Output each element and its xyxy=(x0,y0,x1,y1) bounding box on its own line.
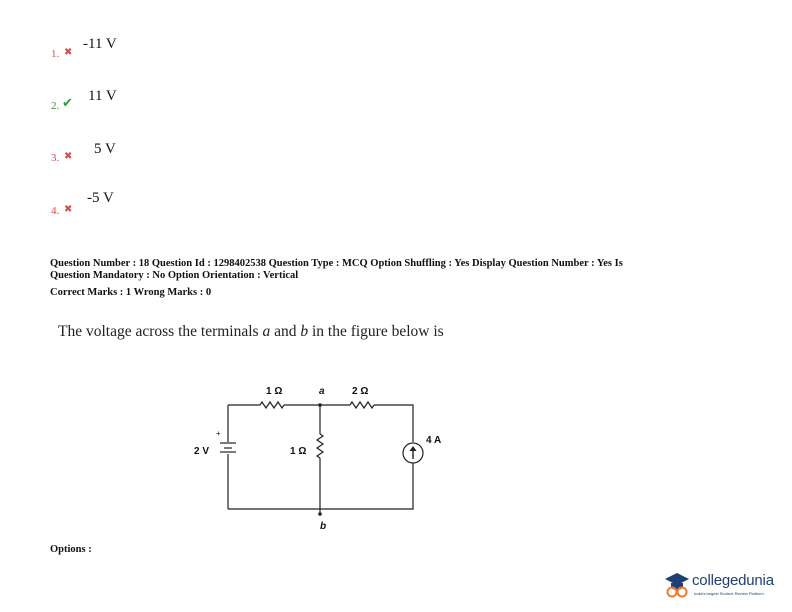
question-meta-line-2: Question Mandatory : No Option Orientation : Vertical xyxy=(50,270,299,281)
marks-line: Correct Marks : 1 Wrong Marks : 0 xyxy=(50,287,212,298)
logo-name: collegedunia xyxy=(692,572,774,589)
wrong-mark-icon: ✖ xyxy=(64,47,73,58)
node-a-dot xyxy=(318,403,322,407)
label-source-v: 2 V xyxy=(194,446,210,457)
resistor-top-right xyxy=(350,402,374,408)
question-meta-line-1: Question Number : 18 Question Id : 1298402538 Question Type : MCQ Option Shuffling : Yes Display Question Number : Yes Is xyxy=(50,258,623,269)
option-number: 4. xyxy=(51,205,60,217)
wrong-mark-icon: ✖ xyxy=(64,204,73,215)
resistor-middle xyxy=(317,434,323,458)
label-node-a: a xyxy=(319,386,325,397)
option-value: 11 V xyxy=(88,88,117,104)
question-text-and: and xyxy=(270,323,301,340)
option-value: -11 V xyxy=(83,36,117,52)
option-number: 2. xyxy=(51,100,60,112)
question-text xyxy=(58,323,444,341)
label-node-b: b xyxy=(320,521,327,532)
option-value: -5 V xyxy=(87,190,114,206)
collegedunia-logo xyxy=(662,570,788,604)
terminal-a-label: a xyxy=(262,323,271,340)
option-number: 3. xyxy=(51,152,60,164)
question-text-prefix: The voltage across the terminals xyxy=(58,323,263,340)
terminal-b-label: b xyxy=(300,323,309,340)
label-r-middle: 1 Ω xyxy=(290,446,307,457)
wrong-mark-icon: ✖ xyxy=(64,151,73,162)
label-source-i: 4 A xyxy=(426,435,442,446)
graduation-cap-icon xyxy=(662,570,692,600)
current-arrow-head-icon xyxy=(410,446,417,451)
check-mark-icon: ✔ xyxy=(62,96,73,111)
plus-sign: + xyxy=(216,429,221,438)
wire-top-3 xyxy=(374,405,413,442)
circuit-diagram xyxy=(180,372,480,537)
node-b-dot xyxy=(318,512,322,516)
logo-tagline: India's largest Student Review Platform xyxy=(694,591,764,596)
resistor-top-left xyxy=(260,402,284,408)
label-r-top-right: 2 Ω xyxy=(352,386,369,397)
question-text-suffix: in the figure below is xyxy=(308,323,444,340)
option-value: 5 V xyxy=(94,141,116,157)
label-r-top-left: 1 Ω xyxy=(266,386,283,397)
option-number: 1. xyxy=(51,48,60,60)
options-label: Options : xyxy=(50,544,92,555)
